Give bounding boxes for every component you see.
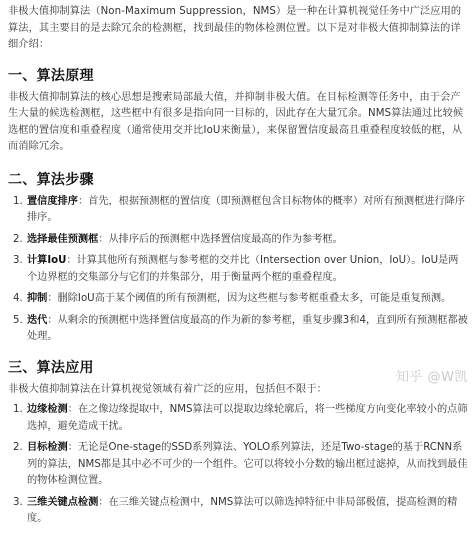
application-term: 目标检测 [27,442,68,453]
list-item [26,232,468,249]
step-term: 置信度排序 [27,195,78,207]
application-term: 边缘检测 [27,404,68,415]
step-text: ：首先，根据预测框的置信度（即预测框包含目标物体的概率）对所有预测框进行降序排序。 [27,195,466,223]
step-text: ：从排序后的预测框中选择置信度最高的作为参考框。 [98,233,343,245]
list-item [26,440,468,490]
step-term: 迭代 [27,314,48,326]
step-term: 计算IoU [27,255,67,266]
section-heading-principle: 一、算法原理 [8,67,94,84]
list-item [26,253,468,286]
list-item [26,495,468,528]
section-heading-steps: 二、算法步骤 [8,171,94,188]
application-text: ：无论是One-stage的SSD系列算法、YOLO系列算法，还是Two-stage的基于RCNN系列的算法，NMS都是其中必不可少的一个组件。它可以将较小分数的输出框过滤掉，从而找到最佳的物体检测位置。 [27,442,468,486]
list-item [26,402,468,435]
step-text: ：计算其他所有预测框与参考框的交并比（Intersection over Union，IoU）。IoU是两个边界框的交集部分与它们的并集部分，用于衡量两个框的重叠程度。 [27,255,459,283]
step-text: ：删除IoU高于某个阈值的所有预测框，因为这些框与参考框重叠太多，可能是重复预测。 [47,293,452,304]
applications-list [8,402,468,528]
principle-paragraph: 非极大值抑制算法的核心思想是搜索局部最大值，并抑制非极大值。在目标检测等任务中，由于会产生大量的候选检测框，这些框中有很多是指向同一目标的，因此存在大量冗余。NMS算法通过比较候选框的置信度和重叠程度（通常使用交并比IoU来衡量），来保留置信度最高且重叠程度较低的框，从而消除冗余。 [8,91,464,152]
zhihu-watermark: 知乎 @W凯 [396,370,468,385]
steps-list [8,194,468,346]
section-heading-applications: 三、算法应用 [8,359,94,376]
application-text: ：在三维关键点检测中，NMS算法可以筛选掉特征中非局部极值，提高检测的精度。 [27,496,458,524]
list-item [26,194,468,227]
applications-intro: 非极大值抑制算法在计算机视觉领域有着广泛的应用，包括但不限于： [8,383,327,395]
article-content [8,4,468,540]
step-term: 抑制 [27,293,48,304]
list-item [26,313,468,346]
step-text: ：从剩余的预测框中选择置信度最高的作为新的参考框，重复步骤3和4，直到所有预测框都被处理。 [27,314,468,342]
list-item [26,291,468,308]
intro-paragraph: 非极大值抑制算法（Non-Maximum Suppression，NMS）是一种在计算机视觉任务中广泛应用的算法，其主要目的是去除冗余的检测框，找到最佳的物体检测位置。以下是对非极大值抑制算法的详细介绍： [8,6,462,50]
application-term: 三维关键点检测 [27,496,99,508]
application-text: ：在之像边缘提取中，NMS算法可以提取边缘轮廓后，将一些梯度方向变化率较小的点筛选掉，避免造成干扰。 [27,404,468,432]
step-term: 选择最佳预测框 [27,233,99,245]
